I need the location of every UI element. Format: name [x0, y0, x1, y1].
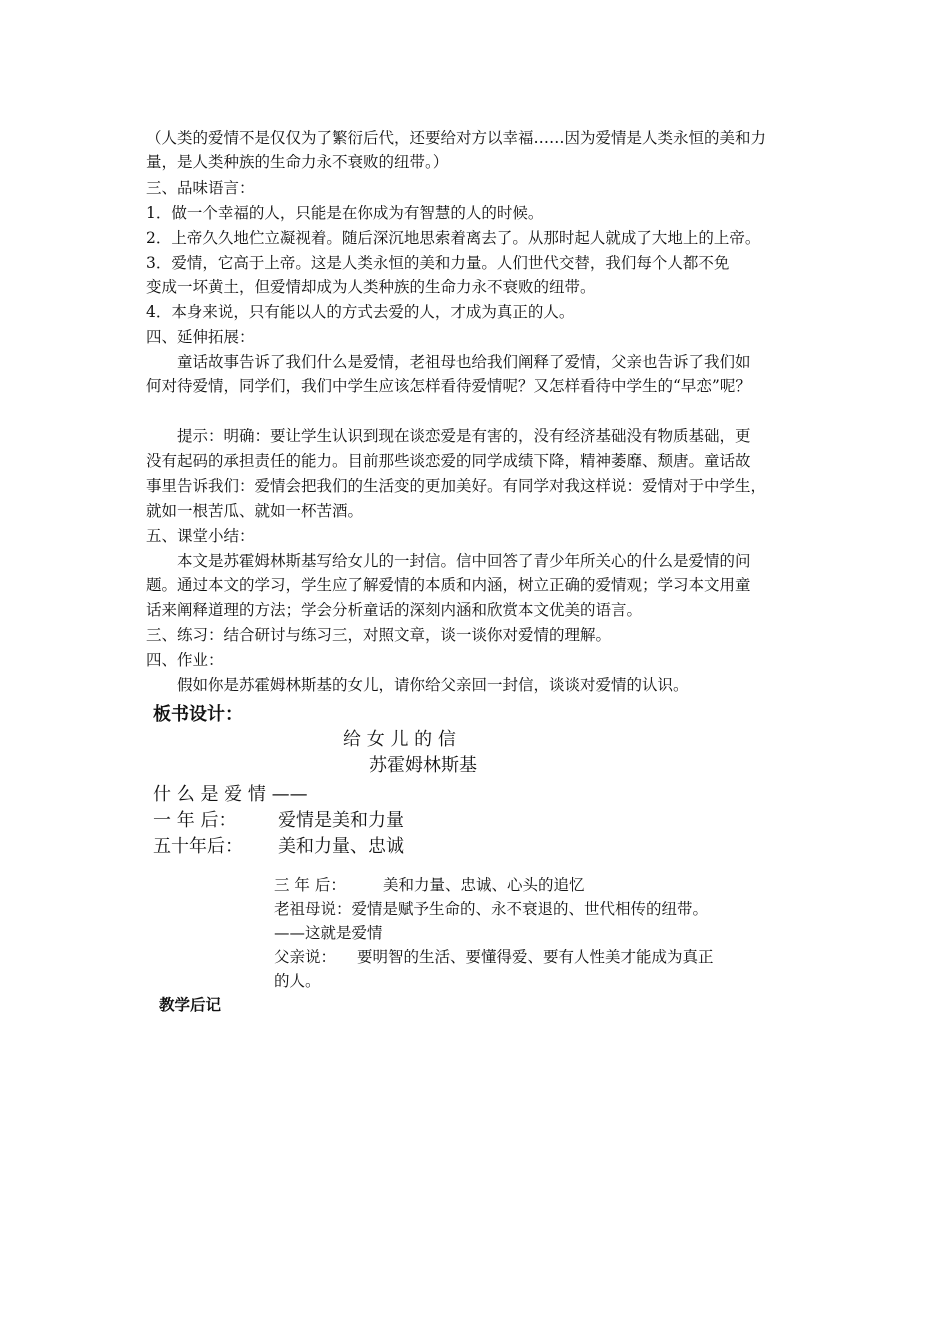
board-row: 老祖母说：爱情是赋予生命的、永不衰退的、世代相传的纽带。 [274, 900, 709, 918]
board-heading: 板书设计： [153, 704, 243, 725]
text-line: 1．做一个幸福的人，只能是在你成为有智慧的人的时候。 [146, 204, 544, 222]
board-row-label: 一 年 后： [153, 810, 237, 831]
section-heading: 四、作业： [146, 651, 224, 669]
text-line: 没有起码的承担责任的能力。目前那些谈恋爱的同学成绩下降，精神萎靡、颓唐。童话故 [146, 452, 751, 470]
board-row-label: 三 年 后： [274, 876, 346, 894]
text-line: 3．爱情，它高于上帝。这是人类永恒的美和力量。人们世代交替，我们每个人都不免 [146, 254, 730, 272]
board-author: 苏霍姆林斯基 [369, 755, 477, 776]
board-row-value: 要明智的生活、要懂得爱、要有人性美才能成为真正 [357, 948, 714, 966]
text-line: 事里告诉我们：爱情会把我们的生活变的更加美好。有同学对我这样说：爱情对于中学生， [146, 477, 767, 495]
text-line: 话来阐释道理的方法；学会分析童话的深刻内涵和欣赏本文优美的语言。 [146, 601, 643, 619]
text-line: 提示：明确：要让学生认识到现在谈恋爱是有害的，没有经济基础没有物质基础，更 [177, 427, 751, 445]
board-row-label: 父亲说： [274, 948, 337, 966]
afterword-heading: 教学后记 [159, 996, 222, 1014]
text-line: （人类的爱情不是仅仅为了繁衍后代，还要给对方以幸福……因为爱情是人类永恒的美和力 [146, 129, 767, 147]
text-line: 就如一根苦瓜、就如一杯苦酒。 [146, 502, 364, 520]
board-row: 的人。 [274, 972, 321, 990]
text-line: 题。通过本文的学习，学生应了解爱情的本质和内涵，树立正确的爱情观；学习本文用童 [146, 576, 751, 594]
board-row-value: 美和力量、忠诚 [278, 836, 404, 857]
board-row-value: 美和力量、忠诚、心头的追忆 [383, 876, 585, 894]
text-line: 量，是人类种族的生命力永不衰败的纽带。） [146, 153, 449, 171]
text-line: 三、练习：结合研讨与练习三，对照文章，谈一谈你对爱情的理解。 [146, 626, 612, 644]
text-line: 变成一坏黄土，但爱情却成为人类种族的生命力永不衰败的纽带。 [146, 278, 596, 296]
section-heading: 三、品味语言： [146, 179, 255, 197]
text-line: 童话故事告诉了我们什么是爱情，老祖母也给我们阐释了爱情，父亲也告诉了我们如 [177, 353, 751, 371]
section-heading: 四、延伸拓展： [146, 328, 255, 346]
section-heading: 五、课堂小结： [146, 527, 255, 545]
text-line: 4．本身来说，只有能以人的方式去爱的人，才成为真正的人。 [146, 303, 575, 321]
board-row: ——这就是爱情 [274, 924, 383, 942]
board-row-value: 爱情是美和力量 [278, 810, 404, 831]
text-line: 2．上帝久久地伫立凝视着。随后深沉地思索着离去了。从那时起人就成了大地上的上帝。 [146, 229, 761, 247]
text-line: 假如你是苏霍姆林斯基的女儿，请你给父亲回一封信，谈谈对爱情的认识。 [177, 676, 689, 694]
board-row-label: 五十年后： [153, 836, 243, 857]
text-line: 何对待爱情，同学们，我们中学生应该怎样看待爱情呢？又怎样看待中学生的“早恋”呢？ [146, 377, 751, 395]
text-line: 本文是苏霍姆林斯基写给女儿的一封信。信中回答了青少年所关心的什么是爱情的问 [177, 552, 751, 570]
board-row: 什 么 是 爱 情 —— [153, 784, 308, 805]
board-title: 给 女 儿 的 信 [343, 729, 456, 750]
